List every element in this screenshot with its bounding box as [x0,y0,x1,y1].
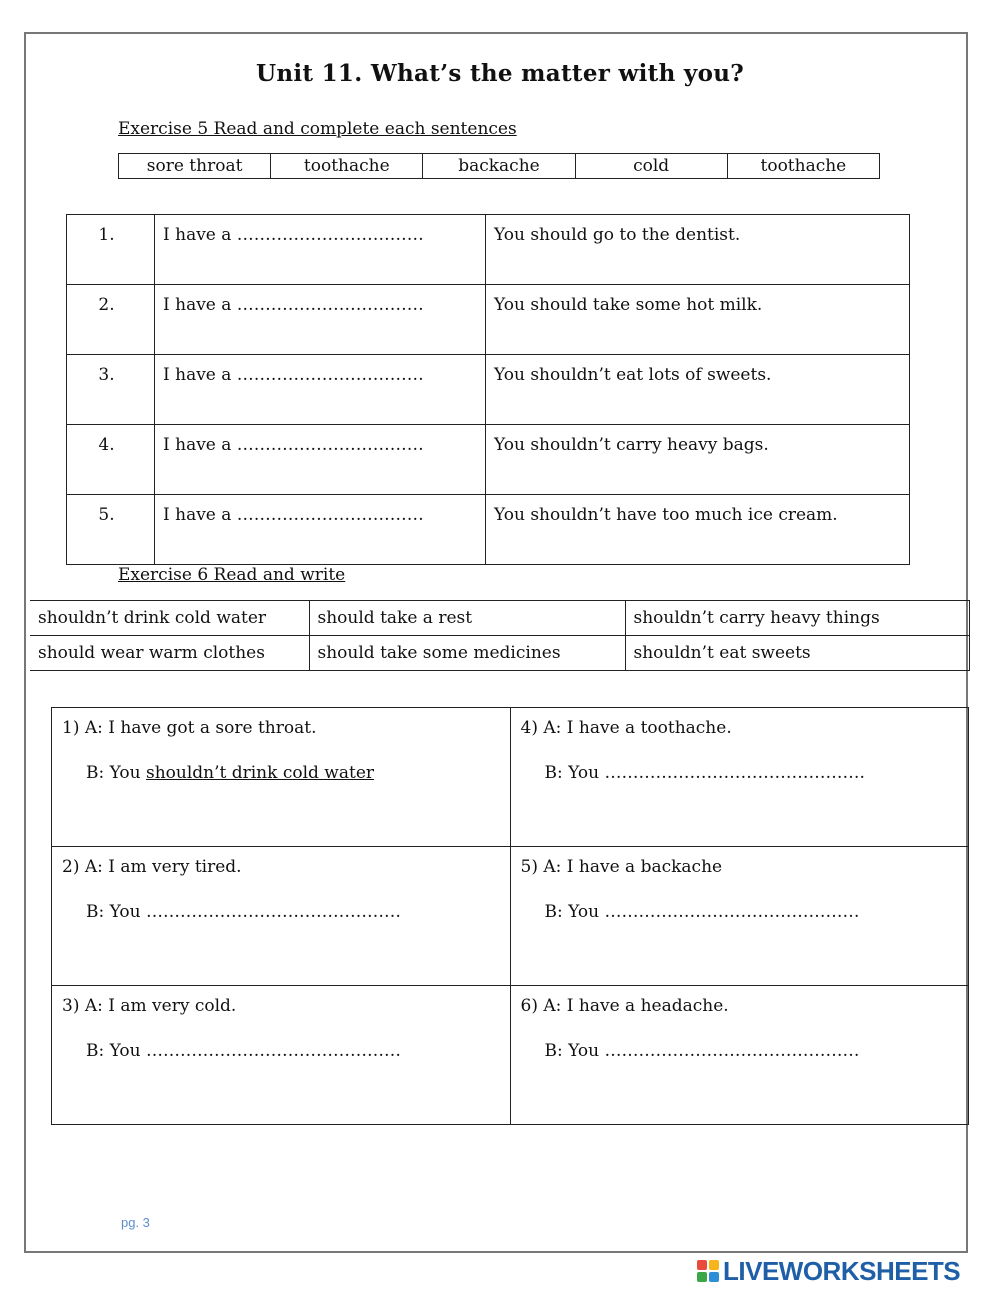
b-prefix: B: You [544,902,605,922]
exercise5-heading: Exercise 5 Read and complete each sentences [118,119,517,139]
liveworksheets-brand[interactable] [697,1256,960,1286]
row-number: 4. [67,425,155,495]
advice-text: You shouldn’t have too much ice cream. [486,495,910,565]
table-row [67,285,910,355]
answer-field[interactable]: ……………………………………… [145,902,401,922]
word-bank-item: toothache [727,154,879,179]
sentence-blank[interactable]: I have a …………………………… [155,495,486,565]
row-number: 3. [67,355,155,425]
b-prefix: B: You [544,763,605,783]
speaker-b-line [521,1041,959,1061]
speaker-b-line [521,763,959,783]
speaker-b-line [62,902,500,922]
speaker-a-line: 2) A: I am very tired. [62,857,242,877]
speaker-a-line: 1) A: I have got a sore throat. [62,718,317,738]
dialogue-cell [510,708,969,847]
logo-square-red [697,1260,707,1270]
logo-square-green [697,1272,707,1282]
answer-field[interactable]: ……………………………………… [145,1041,401,1061]
row-number: 5. [67,495,155,565]
speaker-a-line: 4) A: I have a toothache. [520,718,732,738]
sentence-blank[interactable]: I have a …………………………… [155,355,486,425]
word-bank-item: shouldn’t eat sweets [625,636,970,671]
speaker-b-line [62,1041,500,1061]
table-row [67,425,910,495]
table-row [67,355,910,425]
word-bank-item: shouldn’t drink cold water [30,601,309,636]
b-prefix: B: You [544,1041,605,1061]
sentence-blank[interactable]: I have a …………………………… [155,285,486,355]
page-number: pg. 3 [121,1215,150,1230]
word-bank-item: should take a rest [309,601,625,636]
b-prefix: B: You [86,1041,146,1061]
sentence-blank[interactable]: I have a …………………………… [155,425,486,495]
exercise6-word-bank [30,600,970,671]
advice-text: You should go to the dentist. [486,215,910,285]
word-bank-item: backache [423,154,575,179]
dialogue-cell [510,986,969,1125]
dialogue-cell [52,986,511,1125]
brand-name: LIVEWORKSHEETS [723,1255,961,1286]
word-bank-item: should take some medicines [309,636,625,671]
answer-field[interactable]: ……………………………………… [604,1041,860,1061]
word-bank-item: cold [575,154,727,179]
advice-text: You shouldn’t carry heavy bags. [486,425,910,495]
speaker-a-line: 5) A: I have a backache [520,857,723,877]
b-prefix: B: You [86,763,146,783]
advice-text: You should take some hot milk. [486,285,910,355]
answer-field[interactable]: ……………………………………… [604,902,860,922]
row-number: 1. [67,215,155,285]
exercise5-table [66,214,910,565]
word-bank-item: shouldn’t carry heavy things [625,601,970,636]
speaker-b-line [62,763,500,783]
logo-square-yellow [709,1260,719,1270]
dialogue-cell [510,847,969,986]
sentence-blank[interactable]: I have a …………………………… [155,215,486,285]
word-bank-item: toothache [271,154,423,179]
liveworksheets-logo-icon [697,1260,719,1282]
word-bank-item: sore throat [119,154,271,179]
word-bank-item: should wear warm clothes [30,636,309,671]
advice-text: You shouldn’t eat lots of sweets. [486,355,910,425]
answer-field[interactable]: shouldn’t drink cold water [145,763,375,783]
dialogue-cell [52,708,511,847]
logo-square-blue [709,1272,719,1282]
speaker-b-line [521,902,959,922]
exercise6-dialogues [51,707,969,1125]
dialogue-cell [52,847,511,986]
exercise5-word-bank [118,153,880,179]
row-number: 2. [67,285,155,355]
speaker-a-line: 6) A: I have a headache. [520,996,729,1016]
b-prefix: B: You [86,902,146,922]
exercise6-heading: Exercise 6 Read and write [118,565,346,585]
worksheet-title: Unit 11. What’s the matter with you? [255,60,745,87]
table-row [67,215,910,285]
answer-field[interactable]: ………………………………………. [604,763,865,783]
speaker-a-line: 3) A: I am very cold. [62,996,237,1016]
table-row [67,495,910,565]
